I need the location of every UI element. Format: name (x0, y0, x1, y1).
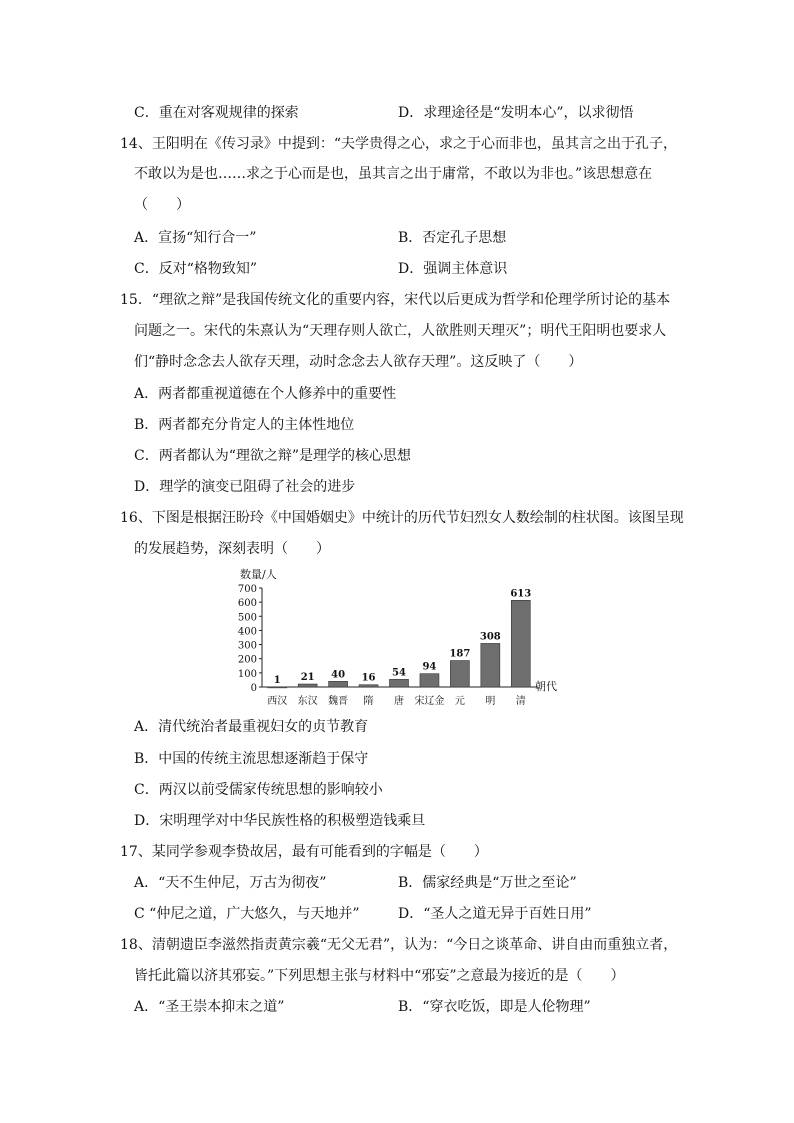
bar-value-label: 21 (300, 672, 315, 684)
q17-option-a: A．“天不生仲尼，万古为彻夜” (134, 875, 327, 891)
y-tick-label: 600 (237, 598, 257, 610)
bar (481, 643, 500, 687)
q18-stem-line-1: 18、清朝遗臣李滋然指责黄宗羲“无父无君”，认为：“今日之谈革命、讲自由而重独立者， (120, 937, 678, 953)
q14-option-d: D．强调主体意识 (398, 261, 508, 277)
q14-stem-line-1: 14、王阳明在《传习录》中提到：“夫学贵得之心，求之于心而非也，虽其言之出于孔子， (120, 136, 677, 152)
bar (268, 687, 287, 688)
q14-stem-line-2: 不敢以为是也……求之于心而是也，虽其言之出于庸常，不敢以为非也。”该思想意在 (134, 166, 653, 182)
y-tick-label: 0 (250, 683, 257, 694)
bar (450, 661, 469, 687)
q18-stem-line-2: 皆托此篇以济其邪妄。”下列思想主张与材料中“邪妄”之意最为接近的是（ ） (134, 968, 625, 984)
x-tick-label: 隋 (363, 696, 374, 707)
q15-option-a: A．两者都重视道德在个人修养中的重要性 (134, 386, 397, 402)
q15-stem-line-3: 们“静时念念去人欲存天理，动时念念去人欲存天理”。这反映了（ ） (134, 354, 583, 370)
x-tick-label: 唐 (394, 696, 404, 707)
bar-value-label: 187 (449, 648, 471, 660)
q16-option-d: D．宋明理学对中华民族性格的积极塑造钱乘旦 (134, 813, 426, 829)
bar (298, 684, 317, 687)
bar-value-label: 613 (510, 588, 532, 600)
q13-option-d: D．求理途径是“发明本心”，以求彻悟 (398, 105, 634, 121)
y-tick-label: 500 (237, 612, 257, 624)
q18-option-b: B．“穿衣吃饭，即是人伦物理” (398, 999, 591, 1015)
q15-stem-line-2: 问题之一。宋代的朱熹认为“天理存则人欲亡，人欲胜则天理灭”；明代王阳明也要求人 (134, 323, 667, 339)
x-tick-label: 宋辽金 (414, 696, 445, 707)
bar-chart (228, 562, 568, 712)
q17-option-c: C “仲尼之道，广大悠久，与天地并” (134, 906, 360, 922)
q17-option-d: D．“圣人之道无异于百姓日用” (398, 906, 592, 922)
bar-value-label: 308 (479, 631, 501, 643)
bar (420, 674, 439, 687)
q14-option-a: A．宣扬“知行合一” (134, 230, 257, 246)
q16-option-a: A．清代统治者最重视妇女的贞节教育 (134, 719, 369, 735)
q16-stem-line-2: 的发展趋势，深刻表明（ ） (134, 541, 330, 557)
x-tick-label: 魏晋 (328, 696, 349, 707)
q15-option-d: D．理学的演变已阻碍了社会的进步 (134, 479, 356, 495)
q14-answer-paren: （ ） (134, 197, 190, 213)
bar-value-label: 40 (331, 669, 346, 681)
q15-option-b: B．两者都充分肯定人的主体性地位 (134, 417, 355, 433)
x-tick-label: 清 (515, 696, 526, 707)
y-tick-label: 700 (237, 584, 257, 595)
y-axis-ticks (238, 584, 262, 694)
y-tick-label: 200 (237, 654, 257, 666)
bar-value-label: 1 (273, 674, 281, 686)
q15-option-c: C．两者都认为“理欲之辩”是理学的核心思想 (134, 448, 412, 464)
chart-bars (267, 588, 531, 707)
q18-option-a: A．“圣王崇本抑末之道” (134, 999, 285, 1015)
x-tick-label: 东汉 (297, 696, 318, 707)
x-axis-label: 朝代 (535, 680, 557, 693)
bar-value-label: 54 (392, 667, 406, 679)
q15-stem-line-1: 15．“理欲之辩”是我国传统文化的重要内容，宋代以后更成为哲学和伦理学所讨论的基本 (120, 292, 671, 308)
bar-value-label: 94 (422, 661, 437, 673)
y-tick-label: 400 (237, 626, 257, 638)
bar (359, 685, 378, 687)
x-tick-label: 明 (485, 696, 496, 707)
bar (329, 681, 348, 687)
x-tick-label: 西汉 (267, 696, 288, 707)
y-tick-label: 300 (237, 640, 257, 652)
q16-stem-line-1: 16、下图是根据汪盼玲《中国婚姻史》中统计的历代节妇烈女人数绘制的柱状图。该图呈现 (120, 510, 684, 526)
q13-option-c: C．重在对客观规律的探索 (134, 105, 299, 121)
q14-option-b: B．否定孔子思想 (398, 230, 507, 246)
y-tick-label: 100 (237, 668, 257, 680)
q14-option-c: C．反对“格物致知” (134, 261, 258, 277)
q17-option-b: B．儒家经典是“万世之至论” (398, 875, 577, 891)
q17-stem-line-1: 17、某同学参观李贽故居，最有可能看到的字幅是（ ） (120, 844, 488, 860)
x-tick-label: 元 (454, 696, 465, 707)
bar (511, 600, 530, 687)
y-axis-label: 数量/人 (240, 568, 277, 581)
q16-option-c: C．两汉以前受儒家传统思想的影响较小 (134, 782, 383, 798)
bar (390, 679, 409, 687)
bar-value-label: 16 (361, 672, 376, 684)
q16-option-b: B．中国的传统主流思想逐渐趋于保守 (134, 751, 369, 767)
